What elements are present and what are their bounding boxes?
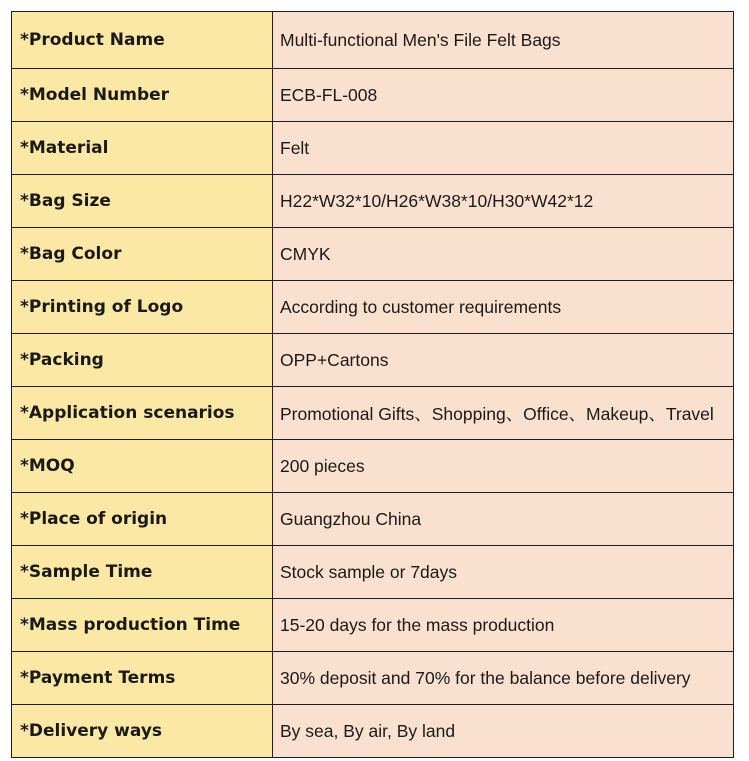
table-row	[12, 599, 734, 652]
spec-value: According to customer requirements	[273, 281, 734, 334]
table-row	[12, 546, 734, 599]
spec-value: 200 pieces	[273, 440, 734, 493]
table-row	[12, 69, 734, 122]
spec-value: Felt	[273, 122, 734, 175]
spec-value: H22*W32*10/H26*W38*10/H30*W42*12	[273, 175, 734, 228]
spec-value: CMYK	[273, 228, 734, 281]
product-spec-table	[11, 11, 734, 758]
table-row	[12, 175, 734, 228]
spec-label: *MOQ	[12, 440, 273, 493]
spec-label: *Product Name	[12, 12, 273, 69]
spec-value: By sea, By air, By land	[273, 705, 734, 758]
table-row	[12, 652, 734, 705]
table-row	[12, 281, 734, 334]
spec-label: *Packing	[12, 334, 273, 387]
spec-label: *Bag Size	[12, 175, 273, 228]
spec-label: *Printing of Logo	[12, 281, 273, 334]
spec-label: *Mass production Time	[12, 599, 273, 652]
spec-label: *Bag Color	[12, 228, 273, 281]
spec-value: 30% deposit and 70% for the balance before delivery	[273, 652, 734, 705]
spec-value: ECB-FL-008	[273, 69, 734, 122]
spec-label: *Place of origin	[12, 493, 273, 546]
spec-value: Multi-functional Men's File Felt Bags	[273, 12, 734, 69]
table-row	[12, 440, 734, 493]
table-row	[12, 705, 734, 758]
spec-label: *Delivery ways	[12, 705, 273, 758]
spec-value: Guangzhou China	[273, 493, 734, 546]
table-row	[12, 12, 734, 69]
spec-value: 15-20 days for the mass production	[273, 599, 734, 652]
spec-value: OPP+Cartons	[273, 334, 734, 387]
spec-label: *Material	[12, 122, 273, 175]
table-row	[12, 387, 734, 440]
spec-value: Promotional Gifts、Shopping、Office、Makeup、Travel	[273, 387, 734, 440]
spec-table-body	[12, 12, 734, 758]
spec-label: *Payment Terms	[12, 652, 273, 705]
spec-label: *Model Number	[12, 69, 273, 122]
table-row	[12, 228, 734, 281]
table-row	[12, 334, 734, 387]
spec-label: *Sample Time	[12, 546, 273, 599]
spec-value: Stock sample or 7days	[273, 546, 734, 599]
table-row	[12, 122, 734, 175]
table-row	[12, 493, 734, 546]
spec-label: *Application scenarios	[12, 387, 273, 440]
